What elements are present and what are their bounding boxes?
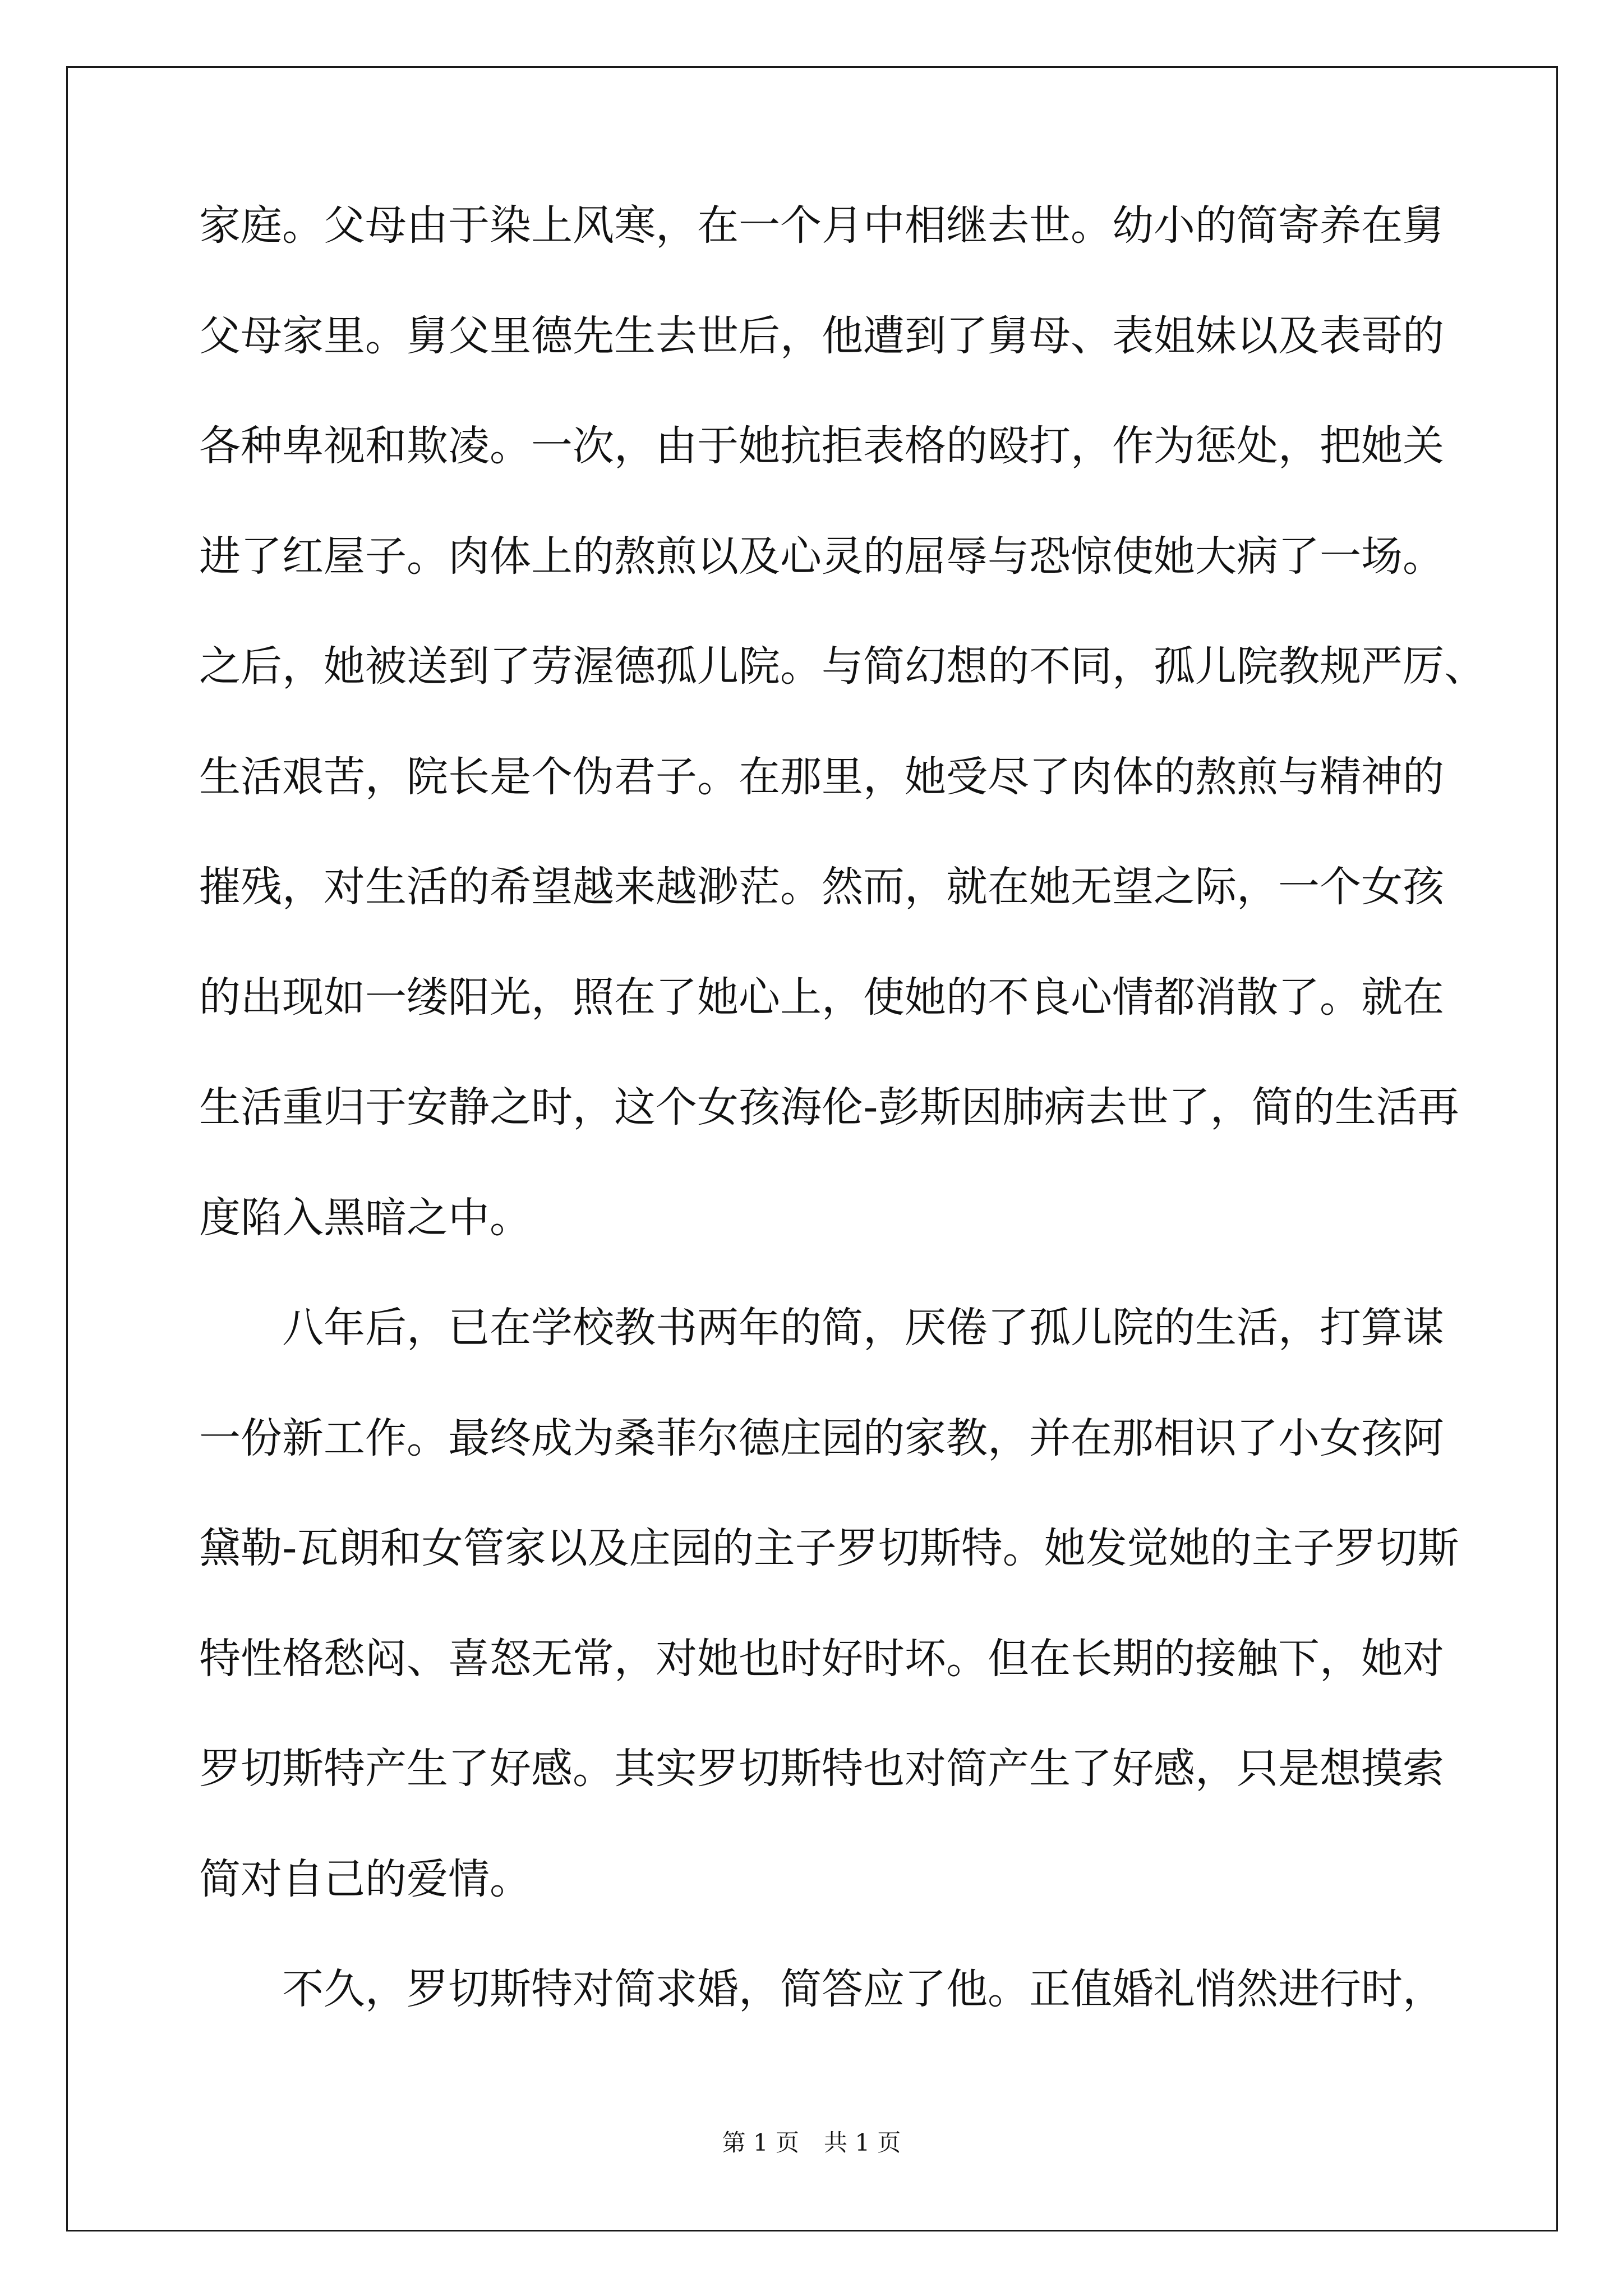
text-line: 度陷入黑暗之中。 — [199, 1193, 531, 1242]
text-line: 生活重归于安静之时，这个女孩海伦-彭斯因肺病去世了，简的生活再 — [199, 1083, 1459, 1131]
page-number: 第 1 页 — [722, 2129, 799, 2156]
text-line: 各种卑视和欺凌。一次，由于她抗拒表格的殴打，作为惩处，把她关 — [199, 422, 1444, 470]
text-line: 父母家里。舅父里德先生去世后，他遭到了舅母、表姐妹以及表哥的 — [199, 311, 1444, 360]
paragraph-start-line: 不久，罗切斯特对简求婚，简答应了他。正值婚礼悄然进行时， — [282, 1965, 1444, 2013]
text-line: 家庭。父母由于染上风寒，在一个月中相继去世。幼小的简寄养在舅 — [199, 201, 1444, 250]
text-line: 黛勒-瓦朗和女管家以及庄园的主子罗切斯特。她发觉她的主子罗切斯 — [199, 1524, 1459, 1572]
text-line: 摧残，对生活的希望越来越渺茫。然而，就在她无望之际，一个女孩 — [199, 863, 1444, 911]
text-line: 的出现如一缕阳光，照在了她心上，使她的不良心情都消散了。就在 — [199, 973, 1444, 1022]
page-footer — [0, 2127, 1623, 2159]
text-line: 之后，她被送到了劳渥德孤儿院。与简幻想的不同，孤儿院教规严厉、 — [199, 642, 1486, 691]
text-line: 罗切斯特产生了好感。其实罗切斯特也对简产生了好感，只是想摸索 — [199, 1745, 1444, 1793]
text-line: 简对自己的爱情。 — [199, 1855, 531, 1903]
text-line: 一份新工作。最终成为桑菲尔德庄园的家教，并在那相识了小女孩阿 — [199, 1414, 1444, 1462]
page-total: 共 1 页 — [824, 2129, 901, 2156]
paragraph-start-line: 八年后，已在学校教书两年的简，厌倦了孤儿院的生活，打算谋 — [282, 1304, 1444, 1352]
text-line: 特性格愁闷、喜怒无常，对她也时好时坏。但在长期的接触下，她对 — [199, 1634, 1444, 1683]
text-line: 生活艰苦，院长是个伪君子。在那里，她受尽了肉体的熬煎与精神的 — [199, 752, 1444, 801]
text-line: 进了红屋子。肉体上的熬煎以及心灵的屈辱与恐惊使她大病了一场。 — [199, 532, 1444, 581]
document-body — [199, 197, 1486, 2072]
